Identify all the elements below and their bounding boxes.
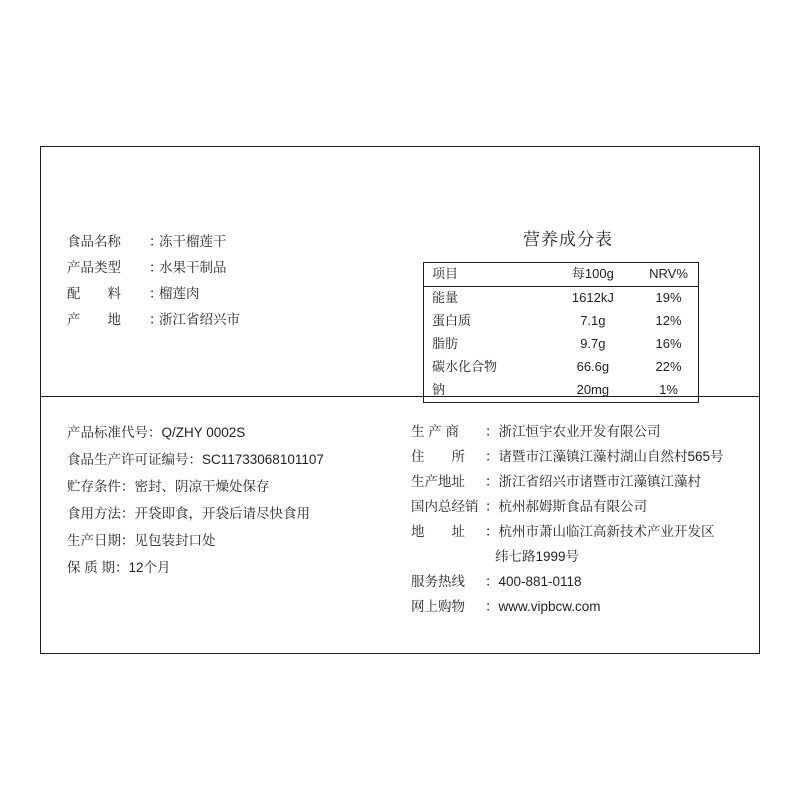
info-label: 食品名称 <box>67 234 121 249</box>
table-row <box>424 356 699 379</box>
spec-value: 密封、阴凉干燥处保存 <box>134 479 270 494</box>
info-value: 冻干榴莲干 <box>159 234 227 249</box>
manufacturer-colon: ： <box>485 599 499 614</box>
nutrition-nrv: 19% <box>639 287 698 311</box>
spec-value: 12个月 <box>128 560 171 575</box>
info-value: 水果干制品 <box>159 260 227 275</box>
manufacturer-row <box>411 494 724 519</box>
info-value: 浙江省绍兴市 <box>159 312 240 327</box>
spec-value: Q/ZHY 0002S <box>161 425 246 440</box>
manufacturer-label: 地 址 <box>411 524 465 539</box>
manufacturer-value: 杭州郝姆斯食品有限公司 <box>498 499 647 514</box>
spec-label: 食品生产许可证编号： <box>67 452 202 467</box>
manufacturer-value: 浙江省绍兴市诸暨市江藻镇江藻村 <box>498 474 701 489</box>
info-label: 产 地 <box>67 312 121 327</box>
manufacturer-address-cont-text: 纬七路1999号 <box>495 549 580 564</box>
manufacturer-value: 400-881-0118 <box>498 574 582 589</box>
spec-label: 产品标准代号： <box>67 425 162 440</box>
manufacturer-label: 网上购物 <box>411 599 465 614</box>
nutrition-amount: 9.7g <box>580 336 606 351</box>
nutrition-item: 蛋白质 <box>424 310 547 333</box>
manufacturer-label: 生 产 商 <box>411 424 460 439</box>
spec-info-block <box>67 419 324 581</box>
info-row <box>67 255 240 281</box>
manufacturer-row <box>411 419 724 444</box>
product-label-card <box>40 146 760 654</box>
table-row <box>424 310 699 333</box>
nutrition-nrv: 12% <box>639 310 698 333</box>
manufacturer-colon: ： <box>485 449 499 464</box>
spec-label: 生产日期： <box>67 533 135 548</box>
product-info-block <box>67 229 240 333</box>
manufacturer-label: 服务热线 <box>411 574 465 589</box>
info-row <box>67 281 240 307</box>
manufacturer-value: 诸暨市江藻镇江藻村湖山自然村565号 <box>498 449 724 464</box>
spec-value: 开袋即食，开袋后请尽快食用 <box>134 506 310 521</box>
label-top-section <box>41 147 759 397</box>
info-colon: ： <box>149 312 163 327</box>
manufacturer-colon: ： <box>485 499 499 514</box>
manufacturer-colon: ： <box>485 524 499 539</box>
manufacturer-row <box>411 594 724 619</box>
manufacturer-value: 浙江恒宇农业开发有限公司 <box>498 424 661 439</box>
nutrition-amount: 7.1g <box>580 313 606 328</box>
nutrition-amount: 1612kJ <box>571 290 614 305</box>
manufacturer-info-block <box>411 419 724 619</box>
spec-row <box>67 419 324 446</box>
nutrition-item: 能量 <box>424 287 547 311</box>
info-colon: ： <box>149 234 163 249</box>
nutrition-item: 脂肪 <box>424 333 547 356</box>
table-row <box>424 287 699 311</box>
nutrition-nrv: 22% <box>639 356 698 379</box>
label-bottom-section <box>41 397 759 653</box>
manufacturer-colon: ： <box>485 474 499 489</box>
info-label: 产品类型 <box>67 260 121 275</box>
nutrition-header-amount: 每100g <box>547 263 639 287</box>
table-row <box>424 333 699 356</box>
spec-row <box>67 500 324 527</box>
spec-row <box>67 527 324 554</box>
manufacturer-value: www.vipbcw.com <box>498 599 601 614</box>
manufacturer-row <box>411 469 724 494</box>
spec-row <box>67 473 324 500</box>
nutrition-title: 营养成分表 <box>523 230 613 249</box>
nutrition-table <box>423 262 699 403</box>
manufacturer-row <box>411 519 724 544</box>
info-colon: ： <box>149 260 163 275</box>
manufacturer-row <box>411 569 724 594</box>
manufacturer-label: 住 所 <box>411 449 465 464</box>
spec-row <box>67 446 324 473</box>
nutrition-block <box>423 225 713 403</box>
manufacturer-colon: ： <box>485 574 499 589</box>
spec-label: 保 质 期： <box>67 560 129 575</box>
nutrition-header-nrv: NRV% <box>639 263 698 287</box>
manufacturer-colon: ： <box>485 424 499 439</box>
nutrition-amount: 20mg <box>547 379 639 403</box>
spec-label: 贮存条件： <box>67 479 135 494</box>
nutrition-nrv: 16% <box>639 333 698 356</box>
info-row <box>67 307 240 333</box>
nutrition-amount: 66.6g <box>576 359 610 374</box>
manufacturer-label: 生产地址 <box>411 474 465 489</box>
info-row <box>67 229 240 255</box>
spec-row <box>67 554 324 581</box>
nutrition-item: 碳水化合物 <box>424 356 547 379</box>
nutrition-header-row <box>424 263 699 287</box>
nutrition-item: 钠 <box>424 379 547 403</box>
spec-value: SC11733068101107 <box>202 452 324 467</box>
manufacturer-address-cont <box>411 544 724 569</box>
manufacturer-label: 国内总经销 <box>411 499 479 514</box>
manufacturer-value: 杭州市萧山临江高新技术产业开发区 <box>498 524 715 539</box>
nutrition-header-item: 项目 <box>424 263 547 287</box>
manufacturer-row <box>411 444 724 469</box>
spec-value: 见包装封口处 <box>134 533 216 548</box>
info-label: 配 料 <box>67 286 121 301</box>
info-value: 榴莲肉 <box>159 286 200 301</box>
info-colon: ： <box>149 286 163 301</box>
spec-label: 食用方法： <box>67 506 135 521</box>
nutrition-nrv: 1% <box>639 379 698 403</box>
